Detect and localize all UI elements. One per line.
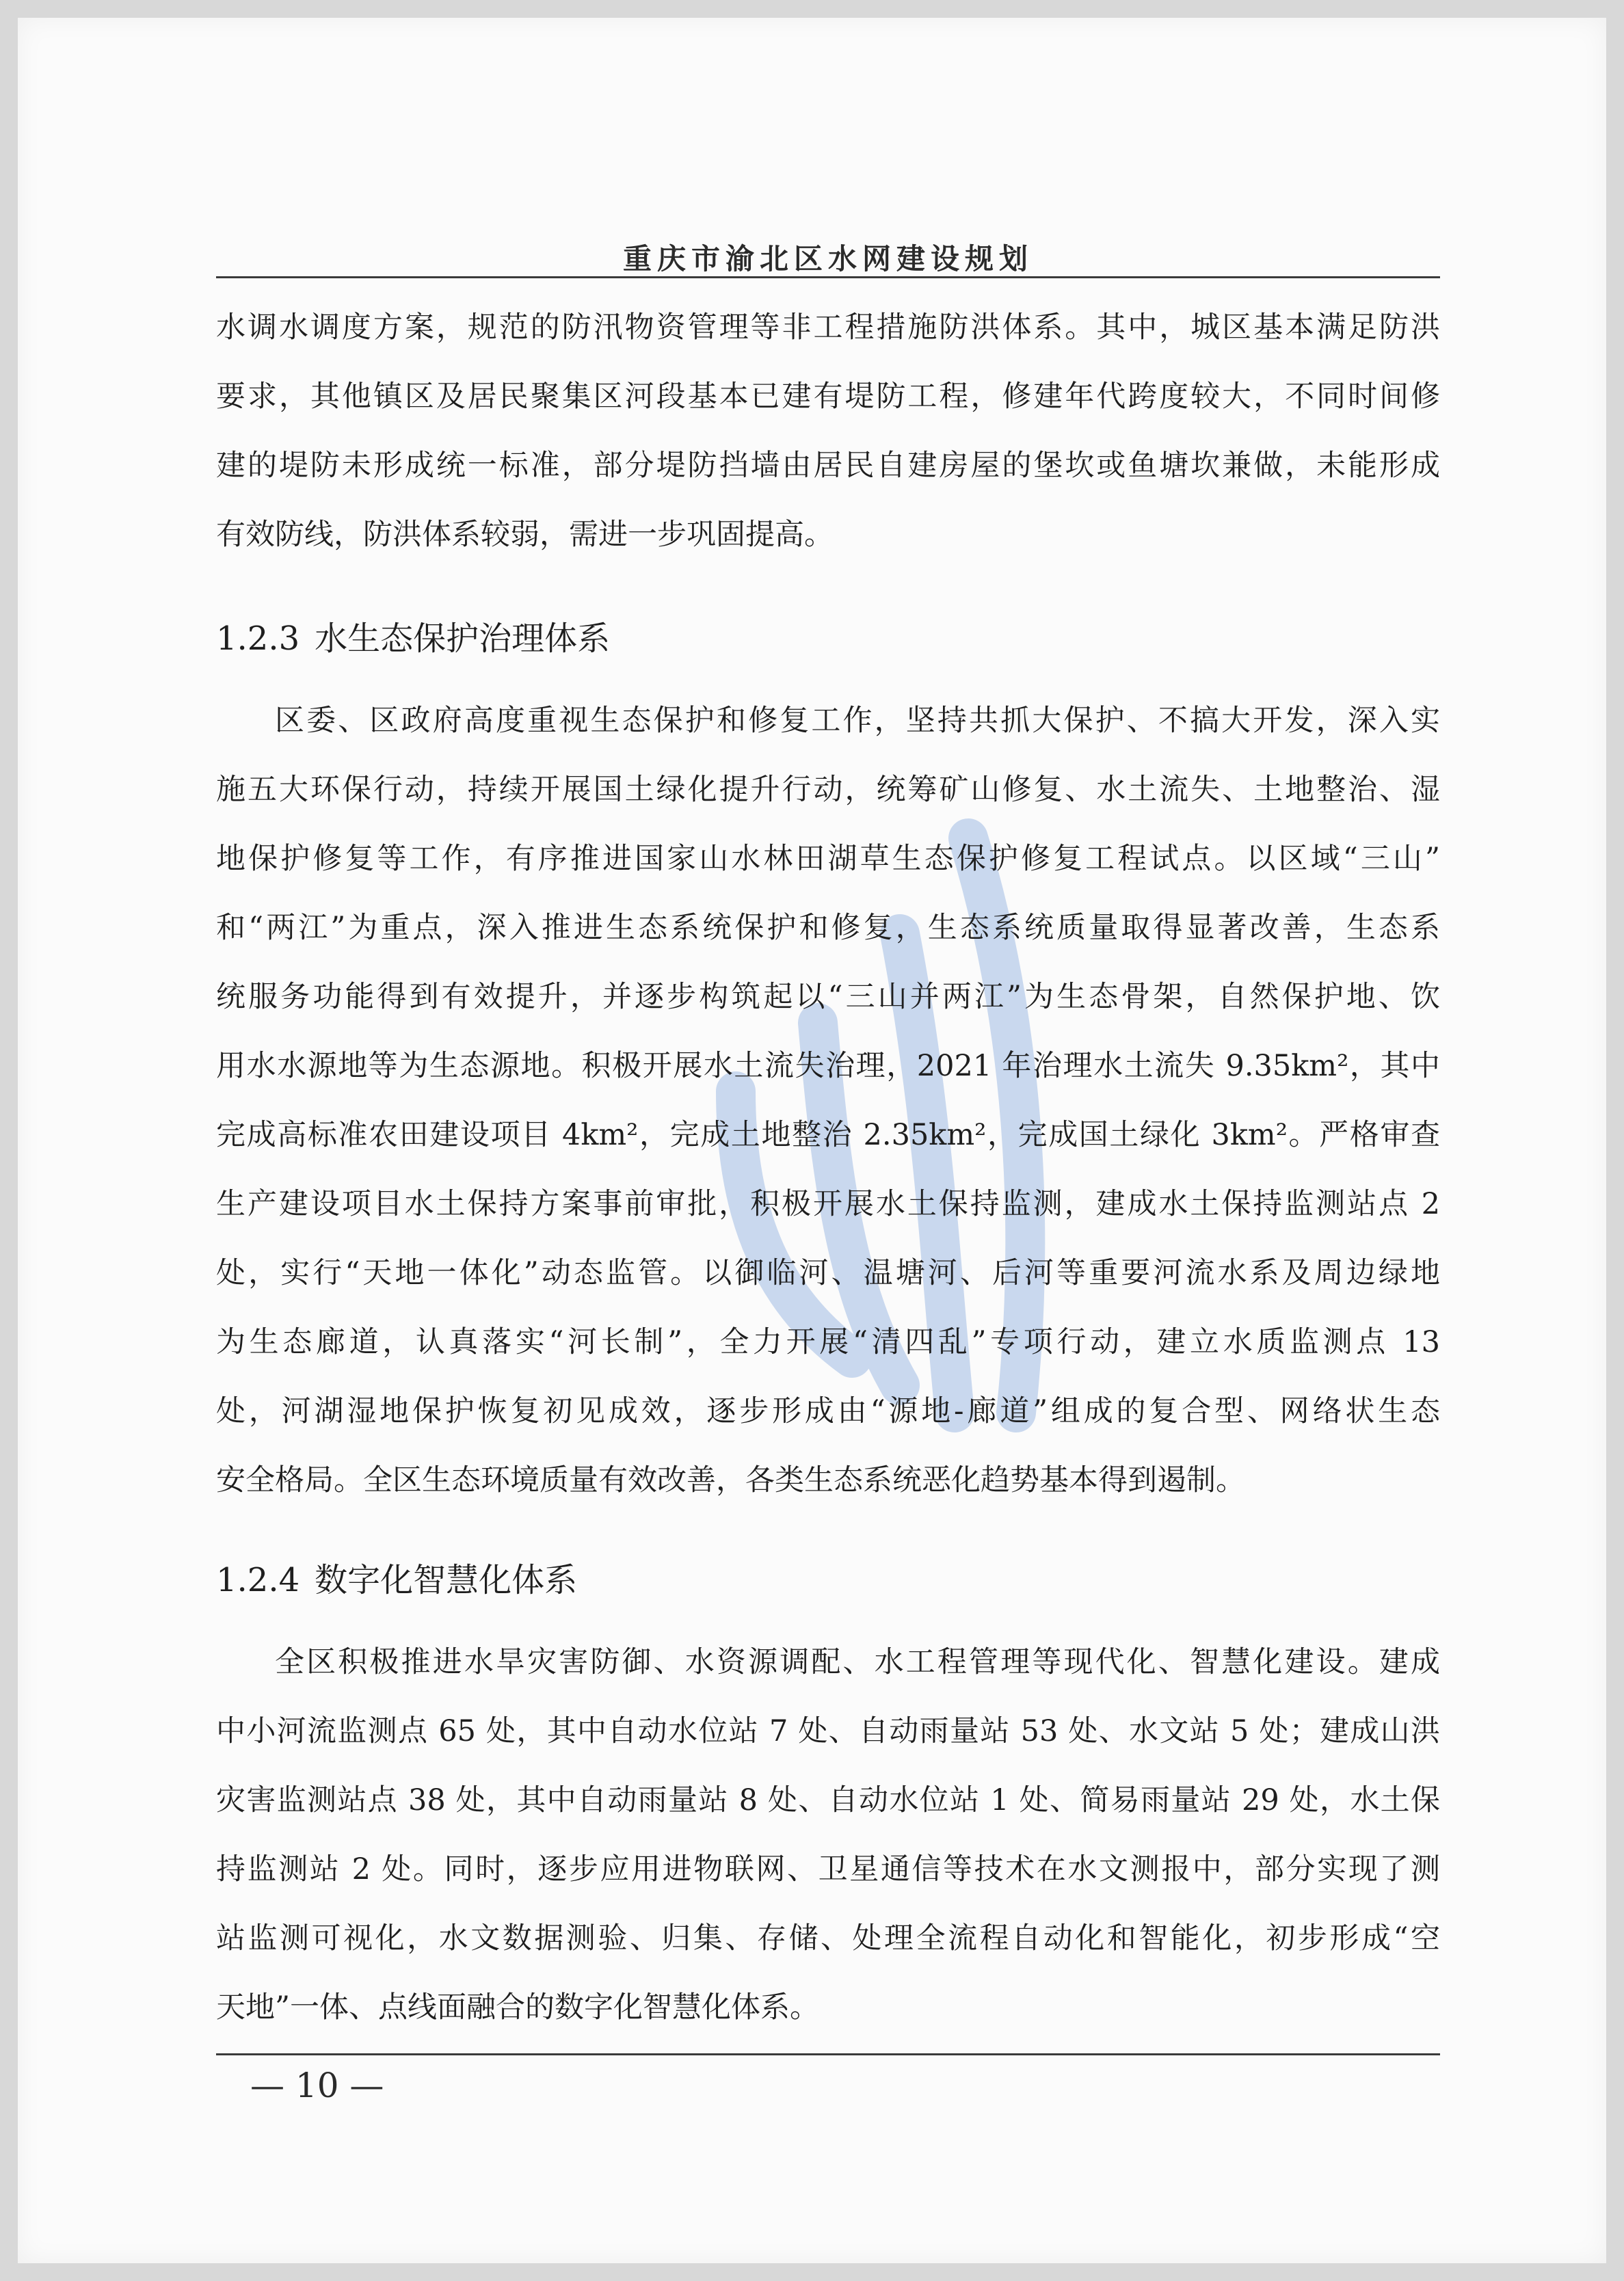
text-line: 统服务功能得到有效提升，并逐步构筑起以“三山并两江”为生态骨架，自然保护地、饮 xyxy=(216,980,1440,1014)
page-number: — 10 — xyxy=(250,2066,384,2105)
text-line: 灾害监测站点 38 处，其中自动雨量站 8 处、自动水位站 1 处、简易雨量站 29 处，水土保 xyxy=(216,1783,1440,1817)
text-line: 和“两江”为重点，深入推进生态系统保护和修复，生态系统质量取得显著改善，生态系 xyxy=(216,911,1440,945)
section-number: 1.2.3 xyxy=(216,619,300,658)
section-number: 1.2.4 xyxy=(216,1561,300,1599)
text-line: 中小河流监测点 65 处，其中自动水位站 7 处、自动雨量站 53 处、水文站 5 处；建成山洪 xyxy=(216,1714,1440,1748)
section-title: 水生态保护治理体系 xyxy=(315,619,611,658)
text-line: 施五大环保行动，持续开展国土绿化提升行动，统筹矿山修复、水土流失、土地整治、湿 xyxy=(216,773,1440,807)
text-line: 生产建设项目水土保持方案事前审批，积极开展水土保持监测，建成水土保持监测站点 2 xyxy=(216,1187,1440,1221)
text-line: 天地”一体、点线面融合的数字化智慧化体系。 xyxy=(216,1990,819,2025)
text-line: 处，河湖湿地保护恢复初见成效，逐步形成由“源地-廊道”组成的复合型、网络状生态 xyxy=(216,1394,1440,1428)
text-line: 站监测可视化，水文数据测验、归集、存储、处理全流程自动化和智能化，初步形成“空 xyxy=(216,1921,1440,1956)
document-page xyxy=(18,18,1606,2263)
text-line: 处，实行“天地一体化”动态监管。以御临河、温塘河、后河等重要河流水系及周边绿地 xyxy=(216,1256,1440,1290)
running-header: 重庆市渝北区水网建设规划 xyxy=(622,242,1033,276)
text-line: 地保护修复等工作，有序推进国家山水林田湖草生态保护修复工程试点。以区域“三山” xyxy=(216,842,1440,876)
footer-rule xyxy=(216,2053,1440,2055)
text-line: 安全格局。全区生态环境质量有效改善，各类生态系统恶化趋势基本得到遏制。 xyxy=(216,1463,1245,1497)
text-line: 区委、区政府高度重视生态保护和修复工作，坚持共抓大保护、不搞大开发，深入实 xyxy=(275,704,1440,738)
text-line: 水调水调度方案，规范的防汛物资管理等非工程措施防洪体系。其中，城区基本满足防洪 xyxy=(216,310,1440,345)
text-line: 用水水源地等为生态源地。积极开展水土流失治理，2021 年治理水土流失 9.35km²，其中 xyxy=(216,1049,1440,1083)
section-heading-1-2-3 xyxy=(216,618,610,659)
text-line: 有效防线，防洪体系较弱，需进一步巩固提高。 xyxy=(216,518,834,552)
text-line: 为生态廊道，认真落实“河长制”，全力开展“清四乱”专项行动，建立水质监测点 13 xyxy=(216,1325,1440,1359)
text-line: 建的堤防未形成统一标准，部分堤防挡墙由居民自建房屋的堡坎或鱼塘坎兼做，未能形成 xyxy=(216,449,1440,483)
text-line: 要求，其他镇区及居民聚集区河段基本已建有堤防工程，修建年代跨度较大，不同时间修 xyxy=(216,379,1440,414)
text-line: 全区积极推进水旱灾害防御、水资源调配、水工程管理等现代化、智慧化建设。建成 xyxy=(275,1645,1440,1679)
header-rule xyxy=(216,276,1440,278)
text-line: 持监测站 2 处。同时，逐步应用进物联网、卫星通信等技术在水文测报中，部分实现了测 xyxy=(216,1852,1440,1886)
text-line: 完成高标准农田建设项目 4km²，完成土地整治 2.35km²，完成国土绿化 3km²。严格审查 xyxy=(216,1118,1440,1152)
section-title: 数字化智慧化体系 xyxy=(315,1561,578,1599)
section-heading-1-2-4 xyxy=(216,1560,577,1601)
